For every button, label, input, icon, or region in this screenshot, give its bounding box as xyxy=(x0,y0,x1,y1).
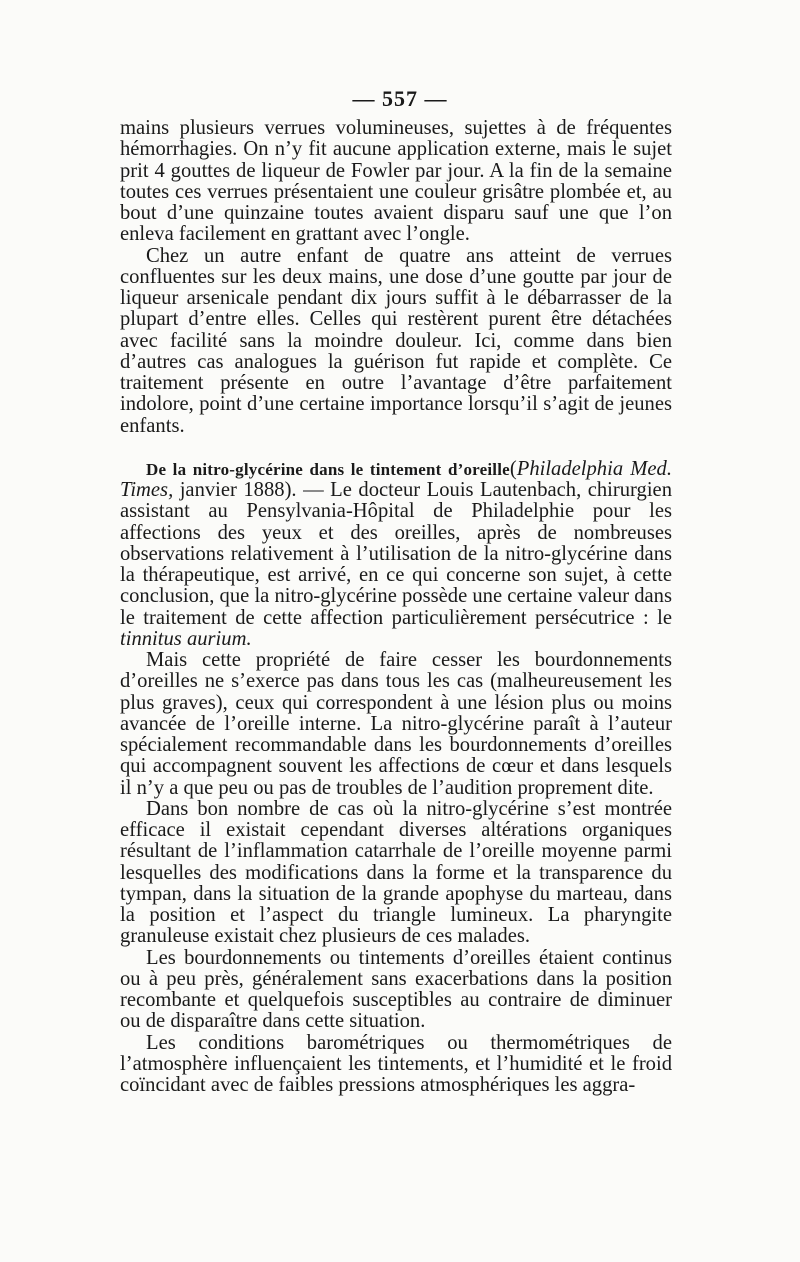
paragraph-article-6: Les conditions barométriques ou thermométriques de l’atmosphère influençaient les tintements, et l’humidité et le froid coïncidant avec de faibles pressions atmosphériques les aggra- xyxy=(120,1031,672,1096)
paragraph-verrues-1: mains plusieurs verrues volumineuses, sujettes à de fréquentes hémorrhagies. On n’y fit aucune application externe, mais le sujet prit 4 gouttes de liqueur de Fowler par jour. A la fin de la semaine toutes ces verrues présentaient une couleur grisâtre plombée et, au bout d’une quinzaine toutes avaient disparu sauf une que l’on enleva facilement en grattant avec l’ongle. xyxy=(120,117,672,246)
citation-open: ( xyxy=(509,457,517,480)
body-text xyxy=(120,118,672,1096)
article-intro-text: — Le docteur Louis Lautenbach, chirurgien assistant au Pensylvania-Hôpital de Philadelphie pour les affections des yeux et des oreilles, après de nombreuses observations relativement à l’utilisation de la nitro-glycérine dans la thérapeutique, est arrivé, en ce qui concerne son sujet, à cette conclusion, que la nitro-glycérine possède une certaine valeur dans le traitement de cette affection particulièrement persécutrice : le xyxy=(120,479,672,629)
tinnitus-term: tinnitus aurium. xyxy=(120,627,252,650)
citation-date: janvier 1888). xyxy=(173,479,297,501)
paragraph-article-4: Dans bon nombre de cas où la nitro-glycérine s’est montrée efficace il existait cependant diverses altérations organiques résultant de l’inflammation catarrhale de l’oreille moyenne parmi lesquelles des modifications dans la forme et la transparence du tympan, dans la situation de la grande apophyse du marteau, dans la position et l’aspect du triangle lumineux. La pharyngite granuleuse existait chez plusieurs de ces malades. xyxy=(120,797,672,948)
paragraph-article-3: Mais cette propriété de faire cesser les bourdonnements d’oreilles ne s’exerce pas dans tous les cas (malheureusement les plus graves), ceux qui correspondent à une lésion plus ou moins avancée de l’oreille interne. La nitro-glycérine paraît à l’auteur spécialement recommandable dans les bourdonnements d’oreilles qui accompagnent souvent les affections de cœur et dans lesquels il n’y a que peu ou pas de troubles de l’audition proprement dite. xyxy=(120,649,672,799)
paragraph-verrues-2: Chez un autre enfant de quatre ans atteint de verrues confluentes sur les deux mains, une dose d’une goutte par jour de liqueur arsenicale pendant dix jours suffit à le débarrasser de la plupart d’entre elles. Celles qui restèrent purent être détachées avec facilité sans la moindre douleur. Ici, comme dans bien d’autres cas analogues la guérison fut rapide et complète. Ce traitement présente en outre l’avantage d’être parfaitement indolore, point d’une certaine importance lorsqu’il s’agit de jeunes enfants. xyxy=(120,244,672,437)
page-number: — 557 — xyxy=(352,86,448,111)
article-intro xyxy=(120,459,672,650)
article-heading: De la nitro-glycérine dans le tintement d’oreille xyxy=(146,459,510,479)
citation-journal: Philadelphia Med. Times, xyxy=(120,457,672,501)
paragraph-article-5: Les bourdonnements ou tintements d’oreilles étaient continus ou à peu près, généralement sans exacerbations dans la position recombante et quelquefois susceptibles au contraire de diminuer ou de disparaître dans cette situation. xyxy=(120,946,672,1033)
